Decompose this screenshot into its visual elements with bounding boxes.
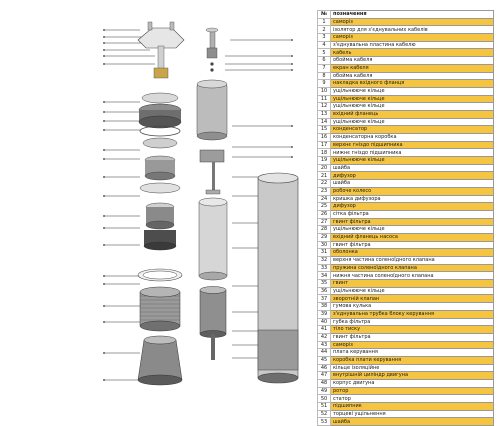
legend-row-number: 46 (318, 364, 331, 372)
legend-row (318, 272, 494, 280)
legend-row-name: з'єднувальна пластина кабелю (331, 41, 494, 49)
filter-mesh (140, 287, 180, 331)
legend-row-name: торцеві ущільнення (331, 410, 494, 418)
filter-ring (138, 269, 182, 281)
legend-row (318, 387, 494, 395)
parts-legend-body (318, 11, 494, 426)
legend-row-number: 26 (318, 210, 331, 218)
legend-row-name: екран кабеля (331, 64, 494, 72)
legend-row (318, 87, 494, 95)
legend-row-number: 12 (318, 103, 331, 111)
legend-row-name: сітка фільтра (331, 210, 494, 218)
legend-row (318, 410, 494, 418)
capacitor-housing (197, 80, 227, 140)
legend-row-number: 47 (318, 372, 331, 380)
legend-row-number: 31 (318, 249, 331, 257)
parts-legend-table (317, 10, 494, 426)
legend-row-number: 42 (318, 333, 331, 341)
legend-row-number: 53 (318, 418, 331, 426)
check-valve-assembly (206, 28, 218, 72)
legend-row-number: 41 (318, 326, 331, 334)
legend-row (318, 26, 494, 34)
legend-row (318, 187, 494, 195)
legend-row (318, 95, 494, 103)
legend-row-number: 11 (318, 95, 331, 103)
legend-row-number: 43 (318, 341, 331, 349)
legend-row-name: дифузор (331, 172, 494, 180)
legend-row-name: губка фільтра (331, 318, 494, 326)
legend-row-number: 44 (318, 349, 331, 357)
legend-row (318, 310, 494, 318)
legend-row-name: саморіз (331, 341, 494, 349)
legend-row-name: статор (331, 395, 494, 403)
legend-row-name: гвинт (331, 280, 494, 288)
legend-row (318, 18, 494, 26)
legend-row (318, 64, 494, 72)
legend-row-number: 23 (318, 187, 331, 195)
legend-row (318, 80, 494, 88)
legend-row (318, 134, 494, 142)
legend-row (318, 395, 494, 403)
legend-row-name: коробка плати керування (331, 356, 494, 364)
legend-row (318, 164, 494, 172)
legend-header-num: № (318, 11, 331, 19)
legend-row-number: 20 (318, 164, 331, 172)
legend-row-name: робоче колесо (331, 187, 494, 195)
legend-row-name: гвинт фільтра (331, 333, 494, 341)
legend-row (318, 364, 494, 372)
legend-row (318, 241, 494, 249)
legend-row-number: 34 (318, 272, 331, 280)
legend-row-name: зворотній клапан (331, 295, 494, 303)
impeller-stage-1 (140, 156, 180, 193)
legend-row-name: верхнє гніздо підшипника (331, 141, 494, 149)
legend-row-number: 9 (318, 80, 331, 88)
legend-row-name: ущільнююче кільце (331, 103, 494, 111)
legend-row (318, 141, 494, 149)
legend-row (318, 380, 494, 388)
legend-row-number: 27 (318, 218, 331, 226)
legend-row-number: 28 (318, 226, 331, 234)
legend-row-number: 40 (318, 318, 331, 326)
diffuser-stage (144, 203, 176, 250)
legend-row (318, 287, 494, 295)
legend-row-number: 48 (318, 380, 331, 388)
legend-row-number: 5 (318, 49, 331, 57)
legend-row (318, 149, 494, 157)
legend-row-name: ущільнююче кільце (331, 157, 494, 165)
legend-row (318, 326, 494, 334)
legend-row-number: 1 (318, 18, 331, 26)
legend-row-number: 2 (318, 26, 331, 34)
legend-row (318, 172, 494, 180)
legend-row (318, 356, 494, 364)
legend-row (318, 34, 494, 42)
legend-row (318, 180, 494, 188)
legend-row-name: верхня частина соленоїдного клапана (331, 257, 494, 265)
legend-row-number: 19 (318, 157, 331, 165)
legend-row (318, 203, 494, 211)
legend-row-number: 38 (318, 303, 331, 311)
legend-row-number: 17 (318, 141, 331, 149)
legend-row (318, 264, 494, 272)
inner-cylinder (199, 198, 227, 280)
legend-row-name: ізолятор для з'єднувальних кабелів (331, 26, 494, 34)
legend-row (318, 157, 494, 165)
legend-row-name: кабель (331, 49, 494, 57)
legend-row-name: кільце ізоляційне (331, 364, 494, 372)
legend-row (318, 49, 494, 57)
legend-row-name: гвинт фільтра (331, 241, 494, 249)
control-bracket (200, 150, 224, 194)
legend-row-number: 15 (318, 126, 331, 134)
rotor-stator (200, 287, 226, 361)
legend-row (318, 72, 494, 80)
legend-row-number: 18 (318, 149, 331, 157)
legend-row-number: 51 (318, 403, 331, 411)
legend-row (318, 295, 494, 303)
legend-row-number: 39 (318, 310, 331, 318)
legend-row-name: гвинт фільтра (331, 218, 494, 226)
legend-row-name: вхідний фланець (331, 110, 494, 118)
legend-row-number: 10 (318, 87, 331, 95)
legend-row-number: 13 (318, 110, 331, 118)
legend-row (318, 403, 494, 411)
legend-row-name: підшипник (331, 403, 494, 411)
legend-row-number: 8 (318, 72, 331, 80)
legend-row-number: 30 (318, 241, 331, 249)
legend-row (318, 126, 494, 134)
legend-row-name: тіло тиску (331, 326, 494, 334)
legend-row-name: оболонка (331, 249, 494, 257)
legend-row (318, 333, 494, 341)
legend-row-number: 37 (318, 295, 331, 303)
legend-row-name: ущільнююче кільце (331, 287, 494, 295)
legend-row-name: ущільнююче кільце (331, 118, 494, 126)
legend-row-name: вхідний фланець насоса (331, 233, 494, 241)
legend-header-name: позначення (331, 11, 494, 19)
legend-row (318, 233, 494, 241)
legend-row-name: ущільнююче кільце (331, 226, 494, 234)
legend-row-number: 25 (318, 203, 331, 211)
legend-row-name: ротор (331, 387, 494, 395)
legend-row-name: обойма кабеля (331, 57, 494, 65)
legend-row-name: накладка вхідного фланця (331, 80, 494, 88)
legend-row-name: пружина соленоїдного клапана (331, 264, 494, 272)
legend-row (318, 418, 494, 426)
legend-row-name: нижня частина соленоїдного клапана (331, 272, 494, 280)
legend-row-name: шайба (331, 164, 494, 172)
legend-row-name: кришка дифузора (331, 195, 494, 203)
legend-row-number: 49 (318, 387, 331, 395)
legend-row (318, 372, 494, 380)
legend-row-name: дифузор (331, 203, 494, 211)
legend-row-number: 33 (318, 264, 331, 272)
legend-row (318, 210, 494, 218)
legend-row-name: саморіз (331, 18, 494, 26)
legend-row-name: ущільнююче кільце (331, 87, 494, 95)
legend-row-name: конденсатор (331, 126, 494, 134)
legend-row (318, 218, 494, 226)
legend-row-name: гумова кулька (331, 303, 494, 311)
legend-row-number: 50 (318, 395, 331, 403)
legend-row-number: 6 (318, 57, 331, 65)
legend-row-name: шайба (331, 180, 494, 188)
legend-row (318, 349, 494, 357)
legend-row-name: конденсаторна коробка (331, 134, 494, 142)
legend-row-name: плата керування (331, 349, 494, 357)
legend-row (318, 118, 494, 126)
motor-casing (258, 173, 298, 383)
legend-row-number: 3 (318, 34, 331, 42)
legend-row (318, 303, 494, 311)
legend-row-number: 36 (318, 287, 331, 295)
legend-row-number: 21 (318, 172, 331, 180)
legend-row-number: 35 (318, 280, 331, 288)
legend-row-name: ущільнююче кільце (331, 95, 494, 103)
legend-row (318, 110, 494, 118)
legend-row-number: 32 (318, 257, 331, 265)
legend-row-number: 14 (318, 118, 331, 126)
legend-row-name: з'єднувальна трубка блоку керування (331, 310, 494, 318)
legend-row (318, 195, 494, 203)
bottom-base (138, 336, 182, 385)
legend-row-number: 22 (318, 180, 331, 188)
legend-row-number: 29 (318, 233, 331, 241)
legend-row (318, 257, 494, 265)
legend-row-name: нижнє гніздо підшипника (331, 149, 494, 157)
legend-row-name: шайба (331, 418, 494, 426)
legend-row-name: корпус двигуна (331, 380, 494, 388)
legend-row-number: 52 (318, 410, 331, 418)
legend-row (318, 41, 494, 49)
legend-row (318, 249, 494, 257)
legend-row-name: внутрішній циліндр двигуна (331, 372, 494, 380)
legend-row-number: 7 (318, 64, 331, 72)
legend-row (318, 341, 494, 349)
legend-row (318, 226, 494, 234)
inlet-flange-stack (139, 93, 181, 148)
legend-row-number: 45 (318, 356, 331, 364)
legend-row (318, 103, 494, 111)
legend-header-row (318, 11, 494, 19)
legend-row (318, 280, 494, 288)
legend-row-name: обойма кабеля (331, 72, 494, 80)
legend-row (318, 57, 494, 65)
legend-row-number: 24 (318, 195, 331, 203)
legend-row (318, 318, 494, 326)
legend-row-name: саморіз (331, 34, 494, 42)
legend-row-number: 4 (318, 41, 331, 49)
legend-row-number: 16 (318, 134, 331, 142)
